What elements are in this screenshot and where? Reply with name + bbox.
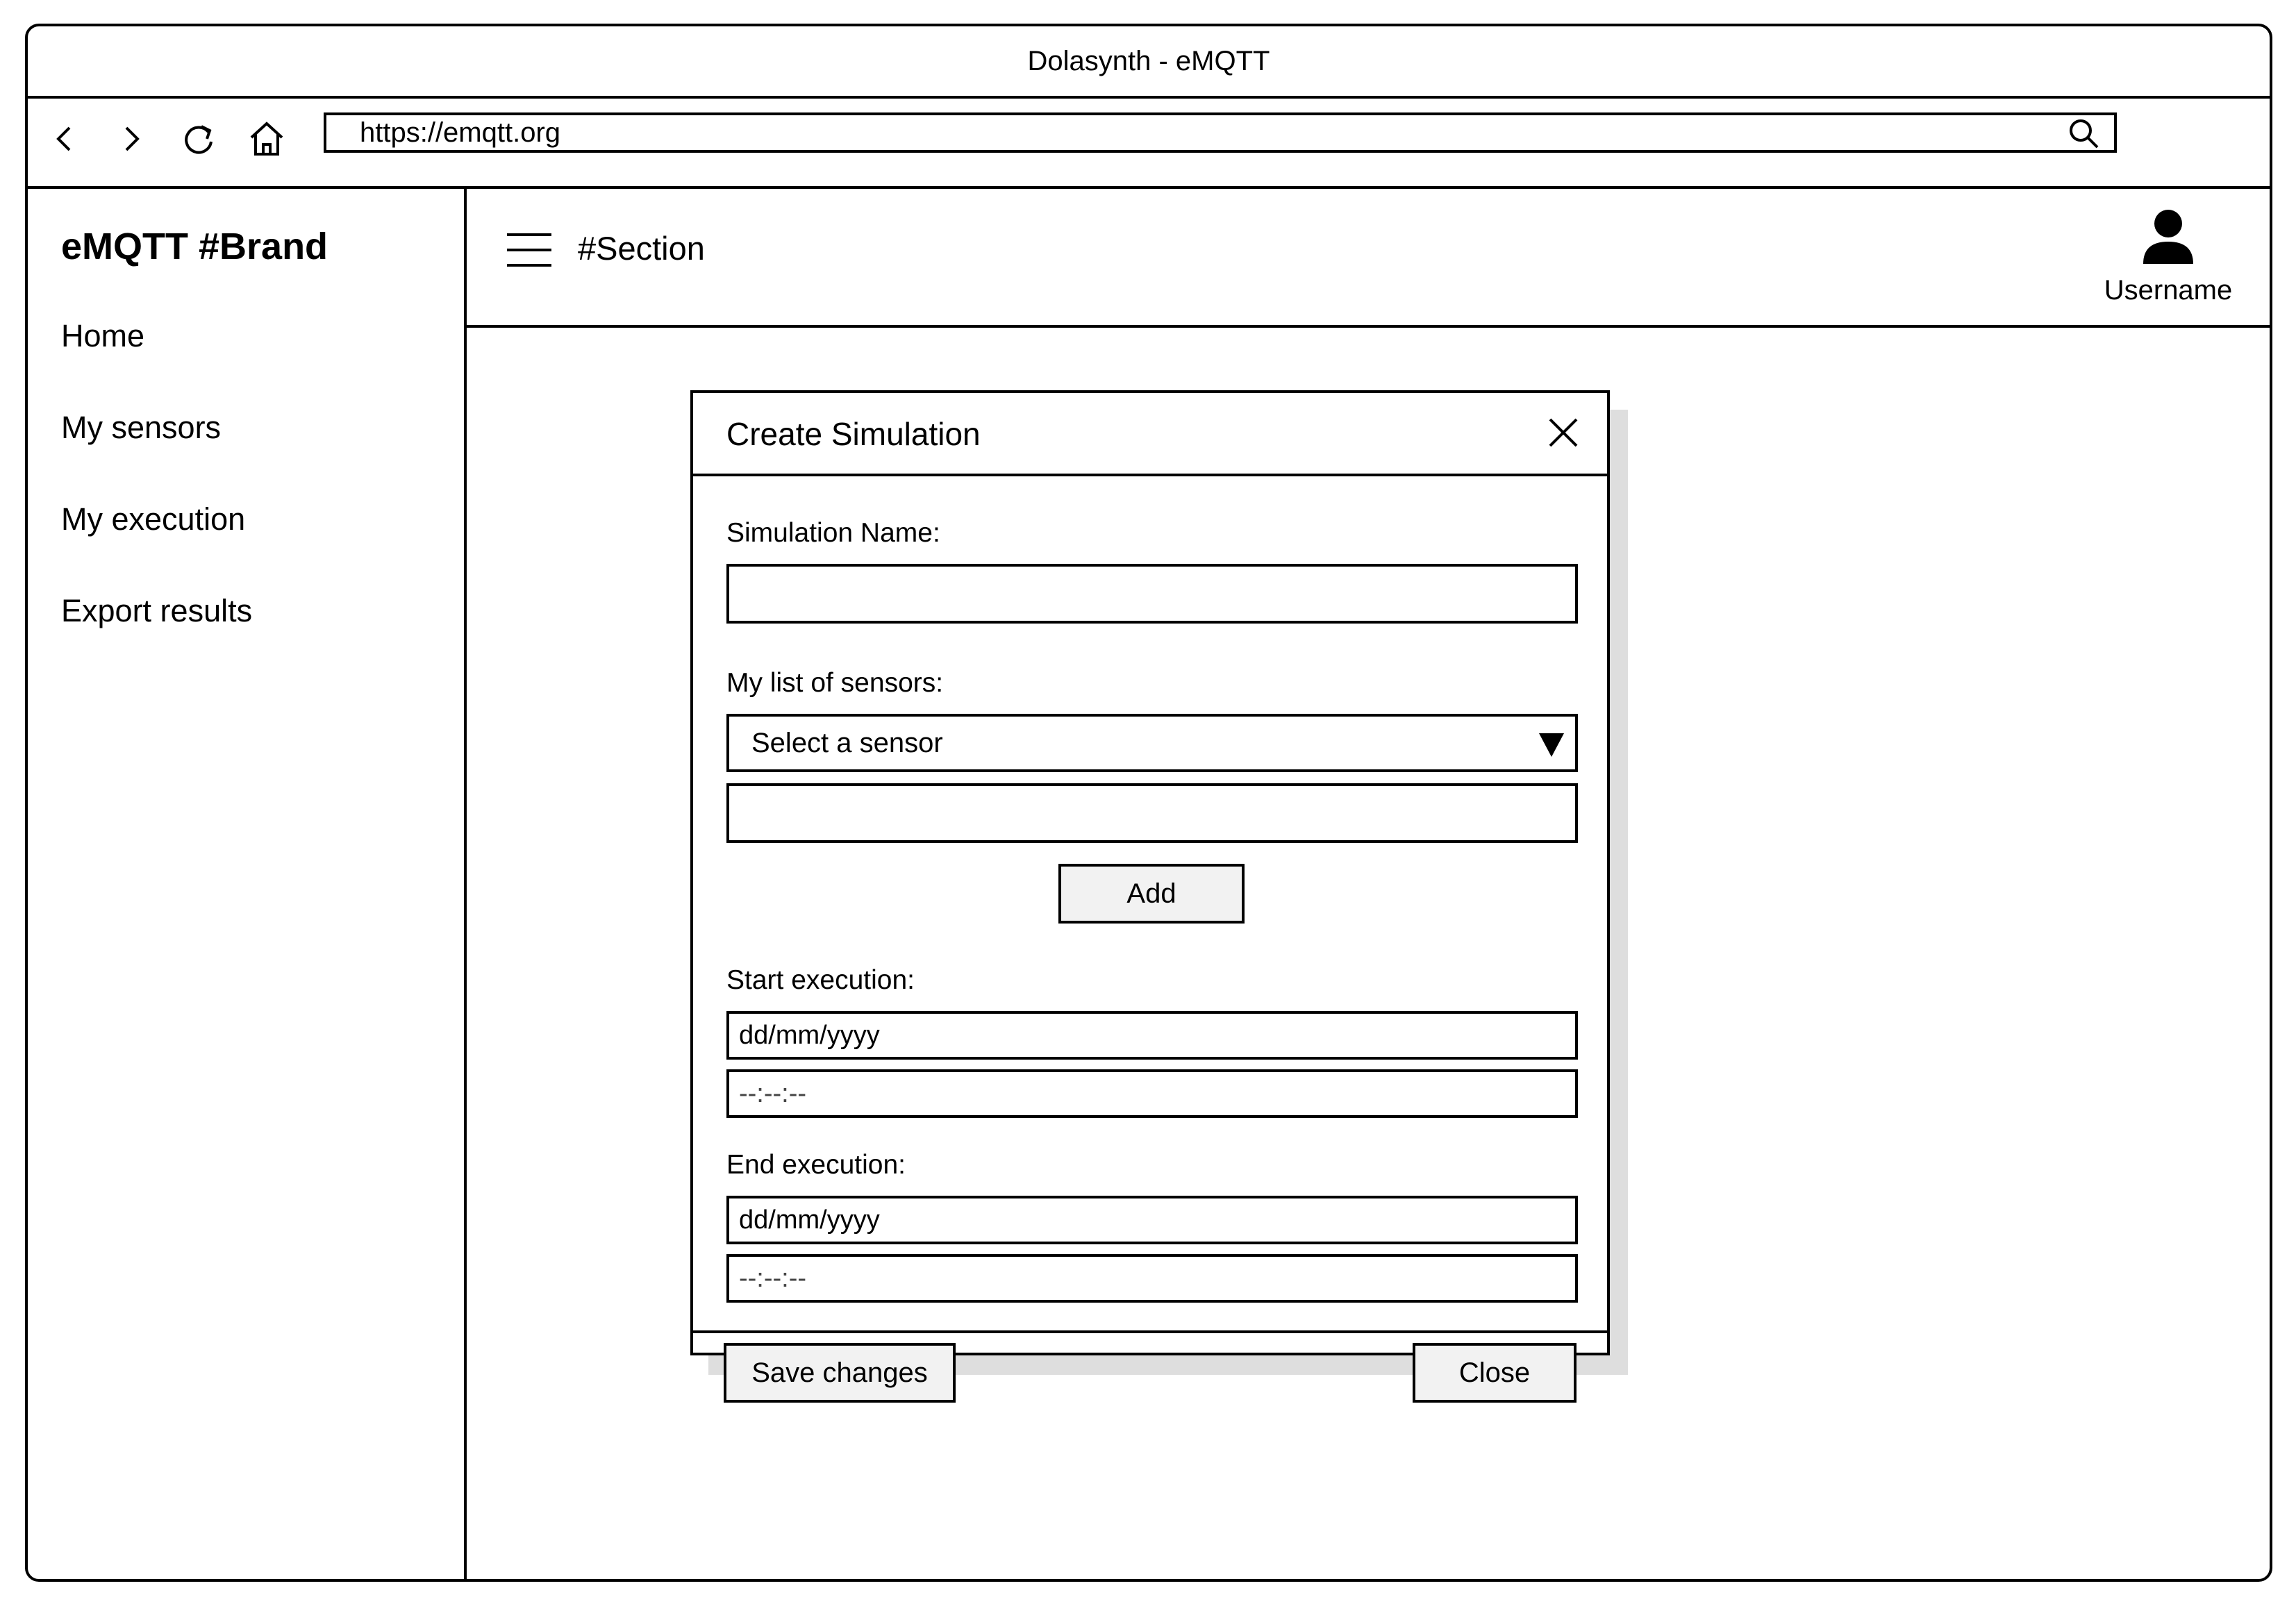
sensor-list-field[interactable] [726, 783, 1578, 843]
create-simulation-dialog [690, 390, 1610, 1355]
username-label: Username [2104, 275, 2233, 306]
back-icon[interactable] [43, 117, 88, 161]
reload-icon[interactable] [176, 117, 221, 161]
content-header [467, 189, 2270, 328]
sensor-select[interactable] [726, 714, 1578, 772]
end-time-input[interactable] [726, 1254, 1578, 1303]
brand-logo: eMQTT #Brand [61, 226, 328, 267]
search-icon[interactable] [2067, 117, 2102, 151]
add-sensor-button[interactable] [1058, 864, 1245, 924]
user-avatar-icon [2092, 206, 2245, 267]
end-execution-label: End execution: [726, 1150, 906, 1180]
start-time-input[interactable] [726, 1069, 1578, 1118]
sidebar-item-export-results[interactable]: Export results [61, 593, 253, 628]
window-title: Dolasynth - eMQTT [1027, 45, 1270, 76]
close-button-label: Close [1458, 1357, 1531, 1388]
simulation-name-label: Simulation Name: [726, 518, 940, 548]
address-bar[interactable] [324, 112, 2117, 153]
close-button[interactable] [1413, 1343, 1577, 1403]
sidebar-item-my-execution[interactable]: My execution [61, 501, 246, 537]
start-execution-label: Start execution: [726, 965, 915, 995]
start-date-input[interactable] [726, 1011, 1578, 1060]
save-button-label: Save changes [751, 1357, 928, 1388]
home-icon[interactable] [244, 117, 289, 161]
hamburger-menu-icon[interactable] [506, 231, 553, 269]
browser-toolbar [28, 96, 2270, 189]
modal-footer-divider [693, 1330, 1607, 1333]
simulation-name-input[interactable] [726, 564, 1578, 624]
sidebar [28, 189, 467, 1579]
url-text: https://emqtt.org [360, 117, 561, 148]
user-menu[interactable] [2092, 206, 2245, 306]
close-icon[interactable] [1547, 417, 1579, 449]
add-button-label: Add [1126, 878, 1176, 909]
sidebar-item-my-sensors[interactable]: My sensors [61, 410, 222, 445]
section-title: #Section [578, 230, 705, 267]
save-changes-button[interactable] [724, 1343, 956, 1403]
forward-icon[interactable] [108, 117, 153, 161]
modal-header [693, 393, 1607, 476]
modal-title: Create Simulation [726, 416, 981, 452]
sensor-select-value: Select a sensor [751, 727, 943, 758]
sidebar-item-home[interactable]: Home [61, 318, 145, 353]
sensor-list-label: My list of sensors: [726, 668, 944, 698]
window-titlebar [28, 26, 2270, 99]
end-date-input[interactable] [726, 1196, 1578, 1244]
dropdown-arrow-icon [1536, 729, 1567, 760]
